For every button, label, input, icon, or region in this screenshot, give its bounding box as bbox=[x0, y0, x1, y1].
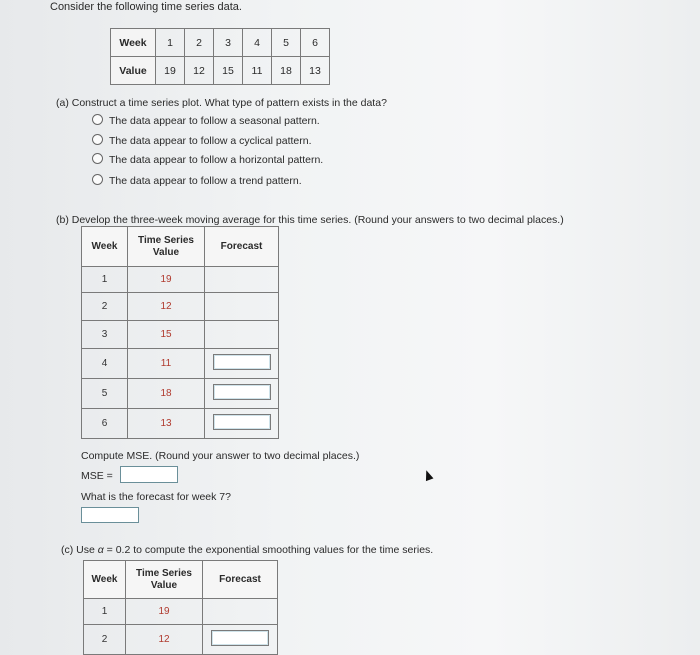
week-row bbox=[111, 29, 330, 57]
table-row bbox=[82, 379, 279, 409]
series-value-cell: 11 bbox=[128, 349, 205, 379]
series-value-cell: 18 bbox=[128, 379, 205, 409]
week-column-header: Week bbox=[82, 227, 128, 267]
forecast-cell bbox=[203, 625, 278, 655]
forecast-column-header: Forecast bbox=[203, 561, 278, 599]
part-c-prompt bbox=[61, 544, 433, 556]
part-a-prompt: (a) Construct a time series plot. What type of pattern exists in the data? bbox=[56, 97, 387, 109]
week-cell: 2 bbox=[82, 293, 128, 321]
alpha-symbol: α bbox=[97, 544, 104, 556]
option-label: The data appear to follow a horizontal pattern. bbox=[109, 154, 324, 166]
part-c-prompt-prefix: (c) Use bbox=[61, 544, 98, 556]
week-cell: 6 bbox=[301, 29, 330, 57]
week-7-forecast-input[interactable] bbox=[81, 507, 139, 523]
series-header-line: Value bbox=[150, 579, 178, 591]
forecast-cell bbox=[205, 267, 279, 293]
intro-text: Consider the following time series data. bbox=[50, 1, 242, 13]
table-row bbox=[82, 349, 279, 379]
week-cell: 2 bbox=[84, 625, 126, 655]
week-cell: 2 bbox=[185, 29, 214, 57]
week-cell: 4 bbox=[243, 29, 272, 57]
table-header-row bbox=[84, 561, 278, 599]
series-value-cell: 12 bbox=[126, 625, 203, 655]
option-trend[interactable] bbox=[92, 174, 302, 187]
exponential-smoothing-table bbox=[83, 560, 278, 655]
mse-input[interactable] bbox=[120, 466, 178, 483]
forecast-week-5-input[interactable] bbox=[213, 384, 271, 400]
forecast-cell bbox=[205, 349, 279, 379]
forecast-week-6-input[interactable] bbox=[213, 414, 271, 430]
mse-prompt: Compute MSE. (Round your answer to two decimal places.) bbox=[81, 450, 360, 462]
value-row bbox=[111, 57, 330, 85]
time-series-data-table bbox=[110, 28, 330, 85]
week-cell: 3 bbox=[82, 321, 128, 349]
week-cell: 1 bbox=[156, 29, 185, 57]
radio-button[interactable] bbox=[92, 174, 103, 185]
radio-button[interactable] bbox=[92, 134, 103, 145]
option-seasonal[interactable] bbox=[92, 114, 320, 127]
moving-average-table bbox=[81, 226, 279, 439]
option-label: The data appear to follow a cyclical pattern. bbox=[109, 135, 312, 147]
radio-button[interactable] bbox=[92, 153, 103, 164]
es-forecast-week-2-input[interactable] bbox=[211, 630, 269, 646]
table-row bbox=[82, 267, 279, 293]
series-value-cell: 13 bbox=[128, 409, 205, 439]
radio-button[interactable] bbox=[92, 114, 103, 125]
forecast-column-header: Forecast bbox=[205, 227, 279, 267]
table-header-row bbox=[82, 227, 279, 267]
week-7-forecast-field bbox=[81, 507, 139, 528]
table-row bbox=[82, 293, 279, 321]
forecast-week-4-input[interactable] bbox=[213, 354, 271, 370]
forecast-cell bbox=[205, 409, 279, 439]
series-value-cell: 19 bbox=[126, 599, 203, 625]
week-cell: 5 bbox=[272, 29, 301, 57]
option-horizontal[interactable] bbox=[92, 153, 323, 166]
part-c-prompt-suffix: = 0.2 to compute the exponential smoothing values for the time series. bbox=[103, 544, 434, 556]
value-cell: 15 bbox=[214, 57, 243, 85]
table-row bbox=[84, 625, 278, 655]
series-value-cell: 12 bbox=[128, 293, 205, 321]
week-header: Week bbox=[111, 29, 156, 57]
week-column-header: Week bbox=[84, 561, 126, 599]
value-cell: 11 bbox=[243, 57, 272, 85]
forecast-cell bbox=[205, 321, 279, 349]
mse-row bbox=[81, 466, 178, 483]
week-cell: 5 bbox=[82, 379, 128, 409]
value-cell: 18 bbox=[272, 57, 301, 85]
mouse-pointer-icon bbox=[423, 469, 434, 481]
week-cell: 4 bbox=[82, 349, 128, 379]
week-cell: 3 bbox=[214, 29, 243, 57]
forecast-cell bbox=[205, 379, 279, 409]
table-row bbox=[84, 599, 278, 625]
week-cell: 1 bbox=[84, 599, 126, 625]
series-column-header bbox=[126, 561, 203, 599]
week-cell: 1 bbox=[82, 267, 128, 293]
series-header-line: Value bbox=[152, 246, 180, 258]
option-label: The data appear to follow a seasonal pattern. bbox=[109, 115, 320, 127]
week-cell: 6 bbox=[82, 409, 128, 439]
series-header-line: Time Series bbox=[136, 567, 192, 579]
option-label: The data appear to follow a trend pattern. bbox=[109, 175, 302, 187]
value-cell: 13 bbox=[301, 57, 330, 85]
series-column-header bbox=[128, 227, 205, 267]
table-row bbox=[82, 321, 279, 349]
option-cyclical[interactable] bbox=[92, 134, 312, 147]
series-value-cell: 19 bbox=[128, 267, 205, 293]
mse-label: MSE = bbox=[81, 470, 113, 482]
week-7-forecast-prompt: What is the forecast for week 7? bbox=[81, 491, 231, 503]
table-row bbox=[82, 409, 279, 439]
value-cell: 19 bbox=[156, 57, 185, 85]
series-header-line: Time Series bbox=[138, 234, 194, 246]
forecast-cell bbox=[205, 293, 279, 321]
series-value-cell: 15 bbox=[128, 321, 205, 349]
value-cell: 12 bbox=[185, 57, 214, 85]
value-header: Value bbox=[111, 57, 156, 85]
forecast-cell bbox=[203, 599, 278, 625]
part-b-prompt: (b) Develop the three-week moving average for this time series. (Round your answers to two decimal places.) bbox=[56, 214, 564, 226]
